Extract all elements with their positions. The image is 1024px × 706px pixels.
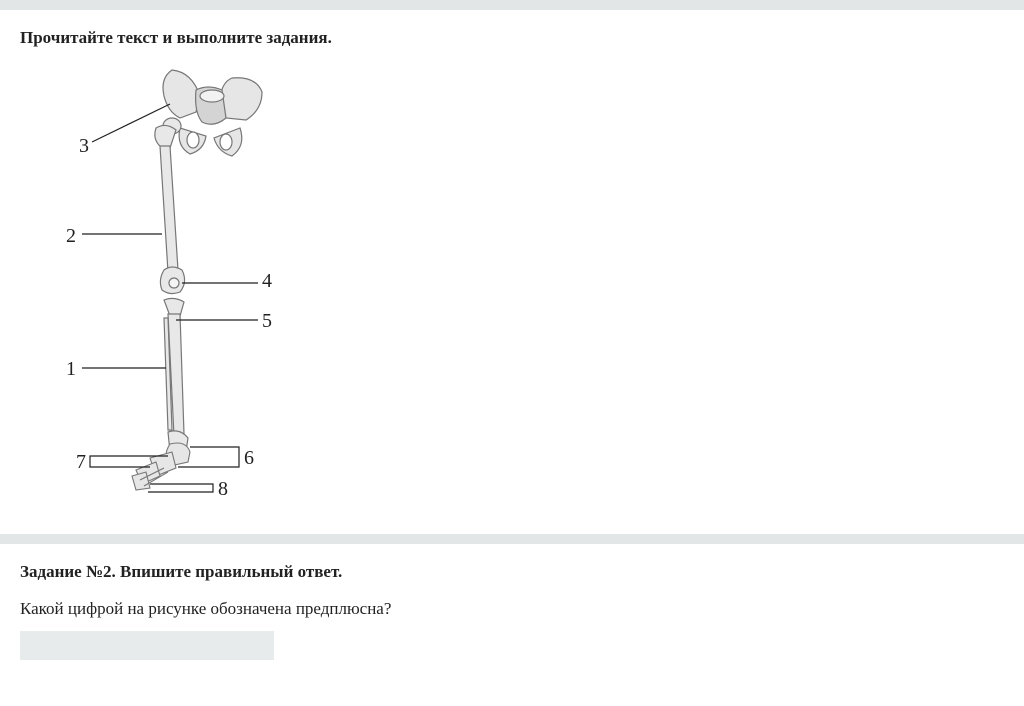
- pelvis-drawing: [163, 70, 262, 156]
- intro-text: Прочитайте текст и выполните задания.: [20, 28, 332, 47]
- femur-drawing: [155, 118, 185, 294]
- label-6: 6: [244, 447, 254, 469]
- task-title: Задание №2. Впишите правильный ответ.: [20, 562, 343, 581]
- label-5: 5: [262, 310, 272, 332]
- label-2: 2: [66, 225, 76, 247]
- task-question: Какой цифрой на рисунке обозначена предплюсна?: [20, 599, 392, 618]
- label-7: 7: [76, 451, 86, 473]
- label-4: 4: [262, 270, 272, 292]
- label-3: 3: [79, 135, 89, 157]
- answer-input[interactable]: [20, 631, 274, 660]
- leg-skeleton-figure: [60, 62, 300, 502]
- label-8: 8: [218, 478, 228, 500]
- shin-bones-drawing: [164, 298, 188, 452]
- section-divider: [0, 534, 1024, 544]
- label-1: 1: [66, 358, 76, 380]
- top-divider: [0, 0, 1024, 10]
